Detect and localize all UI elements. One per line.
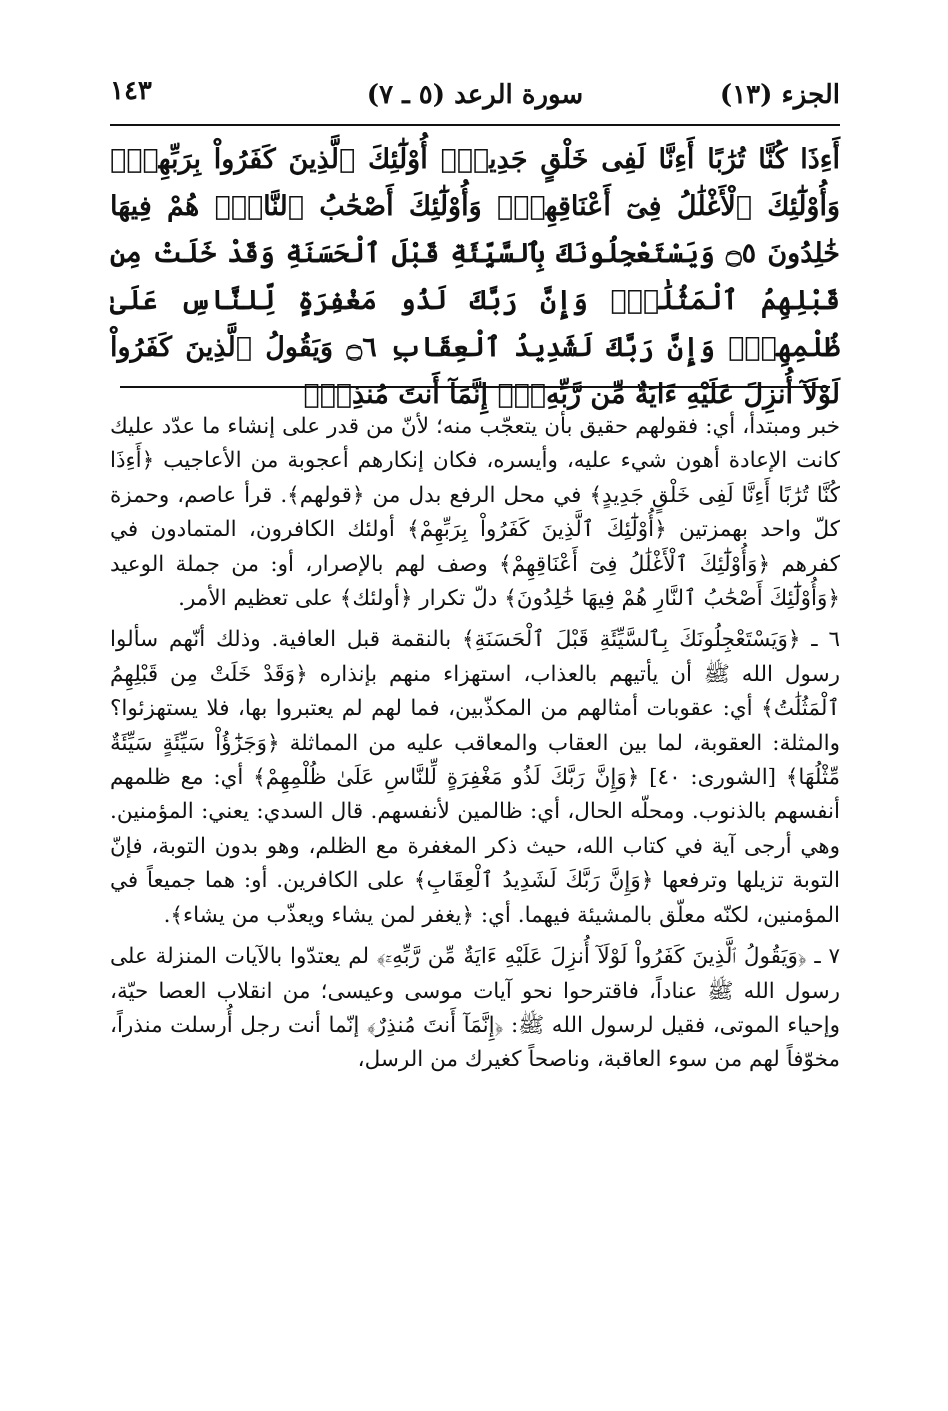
commentary-paragraph: ٧ ـ ﴿وَيَقُولُ ٱلَّذِينَ كَفَرُواْ لَوْلَآ أُنزِلَ عَلَيْهِ ءَايَةٌ مِّن رَّبِّهِۦٓ﴾ لم يعتدّوا بالآيات المنزلة على رسول الله ﷺ عناداً، فاقترحوا نحو آيات موسى وعيسى؛ من انقلاب العصا حيّة، وإحياء الموتى، فقيل لرسول الله ﷺ: ﴿إِنَّمَآ أَنتَ مُنذِرٌ﴾ إنّما أنت رجل أُرسلت منذراً، مخوّفاً لهم من سوء العاقبة، وناصحاً كغيرك من الرسل، xyxy=(110,944,840,1073)
header-divider xyxy=(110,124,840,126)
part-label: الجزء (١٣) xyxy=(719,80,840,110)
verses-divider xyxy=(120,386,830,388)
book-page xyxy=(110,70,840,1330)
commentary xyxy=(110,410,840,1085)
surah-title: سورة الرعد (٥ ـ ٧) xyxy=(366,80,584,110)
quran-verses xyxy=(110,136,840,436)
page-number: ١٤٣ xyxy=(110,76,152,106)
page-header xyxy=(110,70,840,114)
commentary-paragraph: خبر ومبتدأ، أي: فقولهم حقيق بأن يتعجّب منه؛ لأنّ من قدر على إنشاء ما عدّد عليك كانت الإعادة أهون شيء عليه، وأيسره، فكان إنكارهم أعجوبة من الأعاجيب ﴿أَءِذَا كُنَّا تُرَٰبًا أَءِنَّا لَفِى خَلْقٍ جَدِيدٍ﴾ في محل الرفع بدل من ﴿قولهم﴾. قرأ عاصم، وحمزة كلّ واحد بهمزتين ﴿أُوْلَٰٓئِكَ ٱلَّذِينَ كَفَرُواْ بِرَبِّهِمْ﴾ أولئك الكافرون، المتمادون في كفرهم ﴿وَأُوْلَٰٓئِكَ ٱلْأَغْلَٰلُ فِىٓ أَعْنَاقِهِمْ﴾ وصف لهم بالإصرار، أو: من جملة الوعيد ﴿وَأُوْلَٰٓئِكَ أَصْحَٰبُ ٱلنَّارِ هُمْ فِيهَا خَٰلِدُونَ﴾ دلّ تكرار ﴿أولئك﴾ على تعظيم الأمر. xyxy=(110,414,840,612)
commentary-paragraph: ٦ ـ ﴿وَيَسْتَعْجِلُونَكَ بِٱلسَّيِّئَةِ قَبْلَ ٱلْحَسَنَةِ﴾ بالنقمة قبل العافية. وذلك أنّهم سألوا رسول الله ﷺ أن يأتيهم بالعذاب، استهزاء منهم بإنذاره ﴿وَقَدْ خَلَتْ مِن قَبْلِهِمُ ٱلْمَثُلَٰتُ﴾ أي: عقوبات أمثالهم من المكذّبين، فما لهم لم يعتبروا بها، فلا يستهزئوا؟ والمثلة: العقوبة، لما بين العقاب والمعاقب عليه من المماثلة ﴿وَجَزَٰٓؤُاْ سَيِّئَةٍ سَيِّئَةٌ مِّثْلُهَا﴾ [الشورى: ٤٠] ﴿وَإِنَّ رَبَّكَ لَذُو مَغْفِرَةٍ لِّلنَّاسِ عَلَىٰ ظُلْمِهِمْ﴾ أي: مع ظلمهم أنفسهم بالذنوب. ومحلّه الحال، أي: ظالمين لأنفسهم. قال السدي: يعني: المؤمنين. وهي أرجى آية في كتاب الله، حيث ذكر المغفرة مع الظلم، وهو بدون التوبة، فإنّ التوبة تزيلها وترفعها ﴿وَإِنَّ رَبَّكَ لَشَدِيدُ ٱلْعِقَابِ﴾ على الكافرين. أو: هما جميعاً في المؤمنين، لكنّه معلّق بالمشيئة فيهما. أي: ﴿يغفر لمن يشاء ويعذّب من يشاء﴾. xyxy=(110,627,840,928)
verses-text: أَءِذَا كُنَّا تُرَٰبًا أَءِنَّا لَفِى خَلْقٍ جَدِيدٍۗ أُوْلَٰٓئِكَ ٱلَّذِينَ كَفَرُواْ بِرَبِّهِمْۖ وَأُوْلَٰٓئِكَ ٱلْأَغْلَٰلُ فِىٓ أَعْنَاقِهِمْۖ وَأُوْلَٰٓئِكَ أَصْحَٰبُ ٱلنَّارِۖ هُمْ فِيهَا خَٰلِدُونَ ۝٥ وَيَسْتَعْجِلُونَكَ بِٱلسَّيِّئَةِ قَبْلَ ٱلْحَسَنَةِ وَقَدْ خَلَتْ مِن قَبْلِهِمُ ٱلْمَثُلَٰتُۗ وَإِنَّ رَبَّكَ لَذُو مَغْفِرَةٍ لِّلنَّاسِ عَلَىٰ ظُلْمِهِمْۖ وَإِنَّ رَبَّكَ لَشَدِيدُ ٱلْعِقَابِ ۝٦ وَيَقُولُ ٱلَّذِينَ كَفَرُواْ لَوْلَآ أُنزِلَ عَلَيْهِ ءَايَةٌ مِّن رَّبِّهِۦٓۗ إِنَّمَآ أَنتَ مُنذِرٌۖ xyxy=(110,144,840,410)
